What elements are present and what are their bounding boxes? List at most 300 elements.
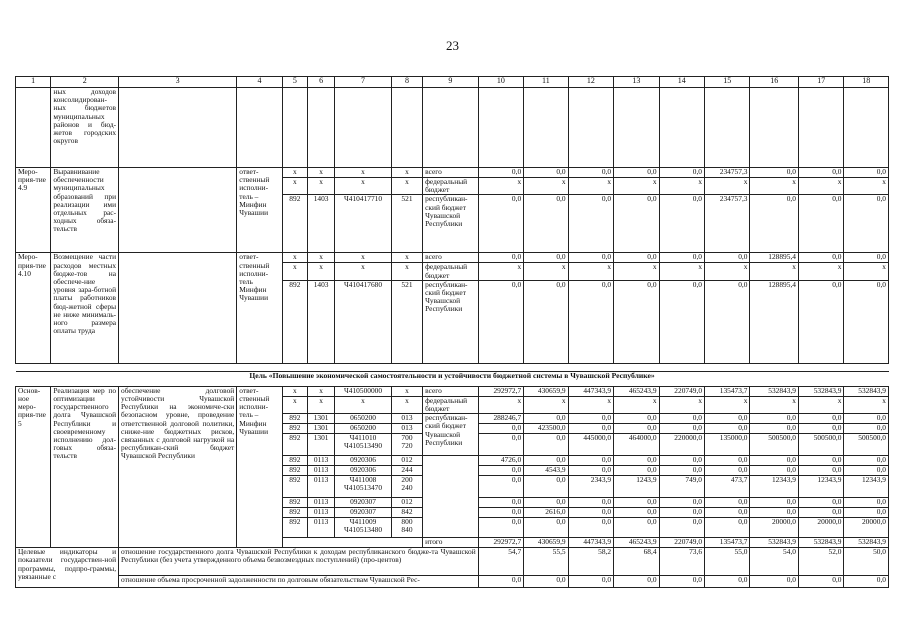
rz-pr-cell: 1301 (307, 434, 334, 456)
value-cell: 0,0 (705, 518, 750, 538)
value-cell: 0,0 (844, 424, 889, 434)
value-cell: 68,4 (614, 548, 659, 576)
rz-pr-cell: 0113 (307, 476, 334, 498)
value-cell: 0,0 (798, 168, 843, 178)
value-cell: 0,0 (568, 168, 613, 178)
value-cell: 12343,9 (798, 476, 843, 498)
measure-label: Основ-ное меро-прия-тие 5 (16, 386, 51, 547)
value-cell: 0,0 (614, 576, 659, 588)
value-cell: 292972,7 (478, 386, 523, 396)
rz-pr-cell: x (307, 386, 334, 396)
value-cell: 0,0 (568, 253, 613, 263)
value-cell: x (750, 263, 799, 280)
value-cell: 0,0 (614, 466, 659, 476)
value-cell: 0,0 (524, 195, 568, 253)
csr-cell: x (335, 396, 392, 413)
table-cell (750, 88, 799, 168)
value-cell: x (750, 178, 799, 195)
blank-cell (282, 538, 422, 548)
value-cell: x (705, 396, 750, 413)
value-cell: 0,0 (614, 424, 659, 434)
value-cell: 0,0 (478, 576, 523, 588)
value-cell: 0,0 (614, 168, 659, 178)
value-cell: 234757,3 (705, 168, 750, 178)
vr-cell: 842 (391, 508, 422, 518)
value-cell: 55,5 (524, 548, 568, 576)
responsible-executor: ответ-ственный исполни-тель – Минфин Чувашии (237, 386, 282, 547)
column-number-header: 2 (51, 77, 119, 88)
value-cell: 135473,7 (705, 386, 750, 396)
budget-table (15, 76, 889, 588)
indicator-text: отношение объема просроченной задолженности по долговым обязательствам Чувашской Рес- (119, 576, 479, 588)
table-cell (705, 88, 750, 168)
value-cell: 532843,9 (750, 538, 799, 548)
value-cell: 447343,9 (568, 386, 613, 396)
value-cell: 430659,9 (524, 386, 568, 396)
vr-cell: 700 720 (391, 434, 422, 456)
value-cell: 0,0 (478, 168, 523, 178)
vr-cell: 012 (391, 498, 422, 508)
value-cell: 0,0 (478, 518, 523, 538)
value-cell: 135473,7 (705, 538, 750, 548)
value-cell: x (844, 396, 889, 413)
csr-cell: 0650200 (335, 424, 392, 434)
responsible-executor: ответ-ственный исполни-тель – Минфин Чувашии (237, 168, 282, 253)
value-cell: x (798, 263, 843, 280)
value-cell: x (659, 178, 704, 195)
vr-cell: 012 (391, 456, 422, 466)
value-cell: x (524, 178, 568, 195)
value-cell: 1243,9 (614, 476, 659, 498)
grbs-cell: x (282, 253, 307, 263)
value-cell: 0,0 (659, 280, 704, 363)
value-cell: 0,0 (478, 424, 523, 434)
column-number-header: 18 (844, 77, 889, 88)
value-cell: 0,0 (798, 195, 843, 253)
grbs-cell: x (282, 396, 307, 413)
value-cell: 0,0 (798, 253, 843, 263)
value-cell: 0,0 (750, 466, 799, 476)
value-cell: 288246,7 (478, 414, 523, 424)
rz-pr-cell: x (307, 253, 334, 263)
value-cell: 0,0 (524, 280, 568, 363)
value-cell: 500500,0 (798, 434, 843, 456)
value-cell: 220749,0 (659, 386, 704, 396)
value-cell: 532843,9 (844, 538, 889, 548)
csr-cell: 0920306 (335, 456, 392, 466)
value-cell: 0,0 (659, 414, 704, 424)
rz-pr-cell: 0113 (307, 466, 334, 476)
column-number-header: 15 (705, 77, 750, 88)
rz-pr-cell: 1403 (307, 280, 334, 363)
value-cell: 0,0 (705, 280, 750, 363)
value-cell: 0,0 (798, 414, 843, 424)
value-cell: 500500,0 (750, 434, 799, 456)
column-number-header: 9 (423, 77, 479, 88)
csr-cell: Ч411009 Ч410513480 (335, 518, 392, 538)
value-cell: 0,0 (568, 466, 613, 476)
goal-row (16, 371, 889, 386)
value-cell: 0,0 (524, 253, 568, 263)
rz-pr-cell: 0113 (307, 508, 334, 518)
value-cell: 0,0 (614, 518, 659, 538)
indicators-label: Целевые индикаторы и показатели государствен-ной программы, подпро-граммы, увязанные с (16, 548, 119, 588)
value-cell: 0,0 (750, 414, 799, 424)
value-cell: 0,0 (568, 518, 613, 538)
value-cell: x (478, 396, 523, 413)
value-cell: 0,0 (478, 195, 523, 253)
grbs-cell: 892 (282, 476, 307, 498)
rz-pr-cell: 1301 (307, 414, 334, 424)
value-cell: 0,0 (750, 508, 799, 518)
value-cell: 0,0 (524, 518, 568, 538)
value-cell: 0,0 (659, 576, 704, 588)
vr-cell: x (391, 178, 422, 195)
funding-source: республикан-ский бюджет Чувашской Республики (423, 280, 479, 363)
measure-col3 (119, 253, 237, 363)
value-cell: 0,0 (478, 508, 523, 518)
table-cell (16, 88, 51, 168)
value-cell: x (478, 263, 523, 280)
vr-cell: 013 (391, 414, 422, 424)
value-cell: 0,0 (524, 498, 568, 508)
vr-cell: 521 (391, 280, 422, 363)
value-cell: x (705, 263, 750, 280)
table-cell (478, 88, 523, 168)
value-cell: 0,0 (568, 508, 613, 518)
value-cell: 50,0 (844, 548, 889, 576)
value-cell: 0,0 (798, 456, 843, 466)
grbs-cell: 892 (282, 498, 307, 508)
vr-cell: 521 (391, 195, 422, 253)
csr-cell: 0920307 (335, 498, 392, 508)
value-cell: 0,0 (524, 456, 568, 466)
value-cell: 0,0 (568, 498, 613, 508)
page-number: 23 (446, 38, 459, 53)
funding-source: федеральный бюджет (423, 263, 479, 280)
value-cell: 447343,9 (568, 538, 613, 548)
funding-source: республикан-ский бюджет Чувашской Республики (423, 414, 479, 456)
value-cell: 0,0 (614, 280, 659, 363)
value-cell: 0,0 (659, 508, 704, 518)
value-cell: 0,0 (524, 434, 568, 456)
value-cell: 73,6 (659, 548, 704, 576)
value-cell: 0,0 (659, 518, 704, 538)
value-cell: 0,0 (659, 466, 704, 476)
table-cell (568, 88, 613, 168)
value-cell: 532843,9 (844, 386, 889, 396)
continuation-row (16, 88, 889, 168)
value-cell: 0,0 (659, 253, 704, 263)
continuation-text: ных доходов консолидирован-ных бюджетов муниципальных районов и бюд-жетов городских округов (51, 88, 119, 168)
value-cell: 465243,9 (614, 386, 659, 396)
table-cell (524, 88, 568, 168)
grbs-cell: 892 (282, 414, 307, 424)
value-cell: 0,0 (750, 498, 799, 508)
value-cell: 465243,9 (614, 538, 659, 548)
value-cell: 52,0 (798, 548, 843, 576)
column-number-header: 10 (478, 77, 523, 88)
measure-name: Возмещение части расходов местных бюдже-тов на обеспече-ние уровня зара-ботной платы работников бюд-жетной сферы не ниже минималь-ного размера оплаты труда (51, 253, 119, 363)
table-cell (391, 88, 422, 168)
column-number-header: 12 (568, 77, 613, 88)
value-cell: 0,0 (798, 508, 843, 518)
value-cell: 220749,0 (659, 538, 704, 548)
measure-label: Меро-прия-тие 4.9 (16, 168, 51, 253)
rz-pr-cell: 1403 (307, 195, 334, 253)
table-cell (798, 88, 843, 168)
indicator-text: отношение государственного долга Чувашской Республики к доходам республиканского бюдже-та Чувашской Республики (без учета утвержденного объема безвозмездных поступлений) (про-центов) (119, 548, 479, 576)
csr-cell: 0650200 (335, 414, 392, 424)
vr-cell: x (391, 168, 422, 178)
goal-title: Цель «Повышение экономической самостоятельности и устойчивости бюджетной системы в Чувашской Республике» (16, 371, 889, 386)
value-cell: 0,0 (798, 498, 843, 508)
value-cell: x (568, 396, 613, 413)
value-cell: 0,0 (844, 280, 889, 363)
value-cell: 430659,9 (524, 538, 568, 548)
grbs-cell: 892 (282, 280, 307, 363)
value-cell: 12343,9 (844, 476, 889, 498)
value-cell: x (478, 178, 523, 195)
csr-cell: x (335, 263, 392, 280)
column-number-header: 11 (524, 77, 568, 88)
value-cell: 4543,9 (524, 466, 568, 476)
value-cell: 0,0 (568, 456, 613, 466)
total-label: итого (423, 538, 479, 548)
csr-cell: Ч410417680 (335, 280, 392, 363)
indicator-row (16, 576, 889, 588)
value-cell: 423500,0 (524, 424, 568, 434)
table-cell (844, 88, 889, 168)
value-cell: 0,0 (798, 280, 843, 363)
value-cell: 20000,0 (798, 518, 843, 538)
funding-source: республикан-ский бюджет Чувашской Республики (423, 195, 479, 253)
value-cell: 0,0 (705, 466, 750, 476)
table-cell (614, 88, 659, 168)
measure-label: Меро-прия-тие 4.10 (16, 253, 51, 363)
table-cell (423, 88, 479, 168)
value-cell: 0,0 (844, 456, 889, 466)
csr-cell: 0920307 (335, 508, 392, 518)
column-number-header: 14 (659, 77, 704, 88)
value-cell: 0,0 (568, 576, 613, 588)
funding-source: федеральный бюджет (423, 178, 479, 195)
value-cell: 128895,4 (750, 253, 799, 263)
value-cell: 0,0 (844, 168, 889, 178)
indicator-row (16, 548, 889, 576)
value-cell: x (614, 396, 659, 413)
value-cell: 0,0 (478, 498, 523, 508)
value-cell: 0,0 (524, 168, 568, 178)
column-number-header: 17 (798, 77, 843, 88)
column-number-header: 13 (614, 77, 659, 88)
grbs-cell: 892 (282, 466, 307, 476)
funding-source: всего (423, 253, 479, 263)
value-cell: 0,0 (705, 508, 750, 518)
value-cell: x (659, 396, 704, 413)
value-cell: 2616,0 (524, 508, 568, 518)
rz-pr-cell: x (307, 178, 334, 195)
table-cell (282, 88, 307, 168)
measure-row (16, 253, 889, 263)
value-cell: 0,0 (659, 456, 704, 466)
value-cell: 0,0 (750, 195, 799, 253)
value-cell: 54,0 (750, 548, 799, 576)
vr-cell: x (391, 253, 422, 263)
value-cell: 532843,9 (798, 538, 843, 548)
measure-name: Реализация мер по оптимизации государственного долга Чувашской Республики и своевременному исполнению дол-говых обяза-тельств (51, 386, 119, 547)
rz-pr-cell: x (307, 168, 334, 178)
value-cell: 220000,0 (659, 434, 704, 456)
funding-source: всего (423, 386, 479, 396)
grbs-cell: 892 (282, 518, 307, 538)
grbs-cell: x (282, 386, 307, 396)
value-cell: 0,0 (844, 466, 889, 476)
column-number-header: 5 (282, 77, 307, 88)
rz-pr-cell: 0113 (307, 456, 334, 466)
table-cell (16, 363, 889, 371)
csr-cell: Ч411008 Ч410513470 (335, 476, 392, 498)
value-cell: x (750, 396, 799, 413)
value-cell: 0,0 (705, 498, 750, 508)
csr-cell: Ч411010 Ч410513490 (335, 434, 392, 456)
value-cell: 0,0 (614, 508, 659, 518)
value-cell: 0,0 (705, 456, 750, 466)
vr-cell: 800 840 (391, 518, 422, 538)
csr-cell: Ч410417710 (335, 195, 392, 253)
value-cell: 445000,0 (568, 434, 613, 456)
csr-cell: x (335, 178, 392, 195)
value-cell: 55,0 (705, 548, 750, 576)
table-cell (237, 88, 282, 168)
value-cell: 0,0 (798, 466, 843, 476)
value-cell: 0,0 (844, 498, 889, 508)
value-cell: 234757,3 (705, 195, 750, 253)
value-cell: 0,0 (478, 253, 523, 263)
vr-cell: 244 (391, 466, 422, 476)
value-cell: 0,0 (568, 195, 613, 253)
value-cell: 0,0 (705, 576, 750, 588)
value-cell: 0,0 (659, 498, 704, 508)
value-cell: 532843,9 (750, 386, 799, 396)
value-cell: 0,0 (844, 508, 889, 518)
grbs-cell: x (282, 178, 307, 195)
csr-cell: x (335, 168, 392, 178)
value-cell: 0,0 (478, 476, 523, 498)
measure-col3 (119, 168, 237, 253)
measure-row (16, 168, 889, 178)
value-cell: 0,0 (478, 280, 523, 363)
value-cell: 0,0 (614, 414, 659, 424)
value-cell: 135000,0 (705, 434, 750, 456)
value-cell: 0,0 (524, 576, 568, 588)
value-cell: x (568, 178, 613, 195)
value-cell: 0,0 (478, 466, 523, 476)
value-cell: 500500,0 (844, 434, 889, 456)
value-cell: 0,0 (659, 424, 704, 434)
vr-cell: x (391, 263, 422, 280)
value-cell: 0,0 (750, 168, 799, 178)
grbs-cell: x (282, 263, 307, 280)
value-cell: 128895,4 (750, 280, 799, 363)
value-cell: 0,0 (659, 195, 704, 253)
value-cell: x (659, 263, 704, 280)
value-cell: x (844, 178, 889, 195)
rz-pr-cell: x (307, 396, 334, 413)
value-cell: 0,0 (844, 195, 889, 253)
funding-source: всего (423, 168, 479, 178)
value-cell: 54,7 (478, 548, 523, 576)
value-cell: x (614, 263, 659, 280)
value-cell: 2343,9 (568, 476, 613, 498)
value-cell: 0,0 (524, 414, 568, 424)
value-cell: x (798, 396, 843, 413)
value-cell: 0,0 (844, 414, 889, 424)
rz-pr-cell: 0113 (307, 518, 334, 538)
column-number-header: 1 (16, 77, 51, 88)
value-cell: 0,0 (614, 456, 659, 466)
value-cell: 0,0 (798, 424, 843, 434)
value-cell: 749,0 (659, 476, 704, 498)
value-cell: 4726,0 (478, 456, 523, 466)
column-number-header: 8 (391, 77, 422, 88)
value-cell: 0,0 (614, 195, 659, 253)
value-cell: 473,7 (705, 476, 750, 498)
funding-source: федеральный бюджет (423, 396, 479, 413)
value-cell: x (798, 178, 843, 195)
value-cell: 12343,9 (750, 476, 799, 498)
column-number-header: 4 (237, 77, 282, 88)
vr-cell: 200 240 (391, 476, 422, 498)
rz-pr-cell: 1301 (307, 424, 334, 434)
vr-cell: x (391, 396, 422, 413)
value-cell: 532843,9 (798, 386, 843, 396)
value-cell: 0,0 (705, 253, 750, 263)
spacer-row (16, 363, 889, 371)
value-cell: 0,0 (705, 414, 750, 424)
funding-source (423, 456, 479, 538)
value-cell: 0,0 (568, 280, 613, 363)
table-cell (119, 88, 237, 168)
header-row (16, 77, 889, 88)
measure-description: обеспечение долговой устойчивости Чувашской Республики на экономиче-ски безопасном уровне, проведение ответственной долговой политики, сниже-ние бюджетных рисков, связанных с долговой нагрузкой на республикан-ский бюджет Чувашской Республики (119, 386, 237, 547)
value-cell: 0,0 (614, 498, 659, 508)
table-cell (659, 88, 704, 168)
value-cell: x (614, 178, 659, 195)
table-cell (307, 88, 334, 168)
grbs-cell: 892 (282, 195, 307, 253)
table-cell (335, 88, 392, 168)
value-cell: 0,0 (798, 576, 843, 588)
grbs-cell: 892 (282, 456, 307, 466)
value-cell: 0,0 (750, 456, 799, 466)
value-cell: x (705, 178, 750, 195)
column-number-header: 16 (750, 77, 799, 88)
value-cell: 0,0 (614, 253, 659, 263)
rz-pr-cell: 0113 (307, 498, 334, 508)
csr-cell: 0920306 (335, 466, 392, 476)
value-cell: 0,0 (844, 576, 889, 588)
value-cell: 292972,7 (478, 538, 523, 548)
measure-name: Выравнивание обеспеченности муниципальных образований при реализации ими отдельных рас-ходных обяза-тельств (51, 168, 119, 253)
csr-cell: x (335, 253, 392, 263)
value-cell: 0,0 (524, 476, 568, 498)
column-number-header: 7 (335, 77, 392, 88)
value-cell: 20000,0 (844, 518, 889, 538)
value-cell: 0,0 (705, 424, 750, 434)
value-cell: 0,0 (659, 168, 704, 178)
rz-pr-cell: x (307, 263, 334, 280)
